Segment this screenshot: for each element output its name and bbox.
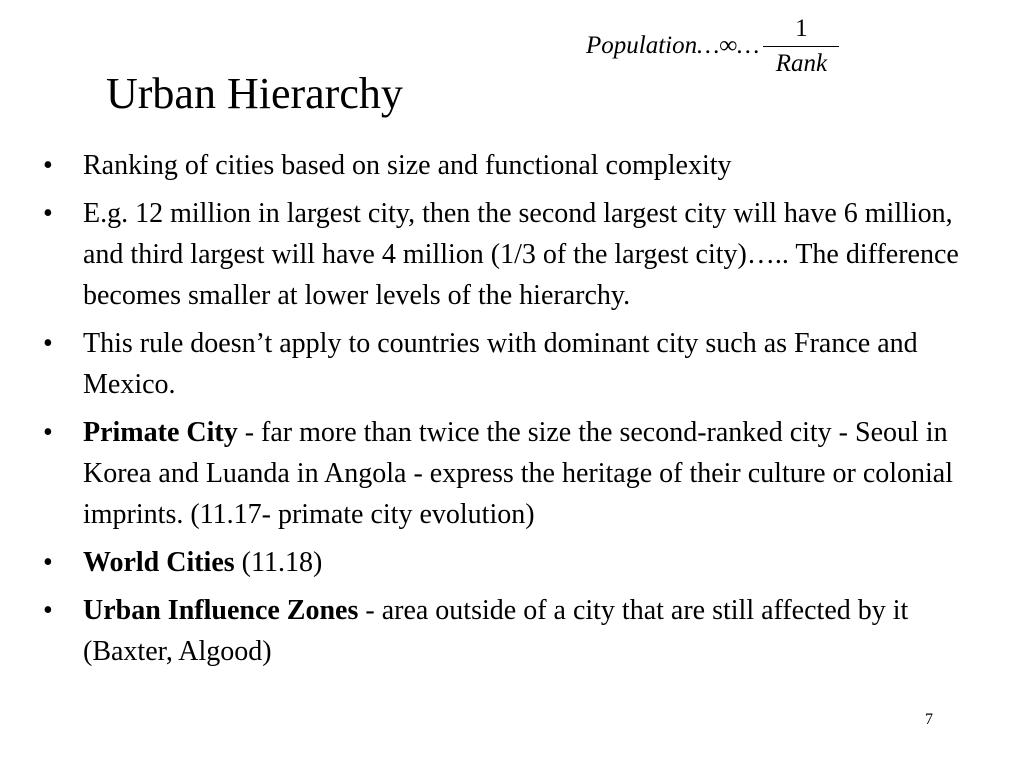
bullet-dot: • <box>43 198 53 229</box>
bullet-text: - far more than twice the size the second-ranked city - Seoul in Korea and Luanda in Angola - express the heritage of their culture or colonial imprints. (11.17- primate city evolution) <box>83 417 954 530</box>
bullet-bold-text: Primate City <box>83 417 238 448</box>
bullet-dot: • <box>43 150 53 181</box>
bullet-text: - area outside of a city that are still affected by it (Baxter, Algood) <box>83 595 909 667</box>
bullet-item <box>40 323 960 405</box>
formula-fraction <box>763 15 839 78</box>
page-number: 7 <box>925 711 933 728</box>
bullet-item <box>40 590 960 672</box>
bullet-item <box>40 193 960 316</box>
bullet-text: Ranking of cities based on size and functional complexity <box>83 150 732 181</box>
formula-denominator: Rank <box>775 49 828 77</box>
bullet-dot: • <box>43 595 53 626</box>
formula-lhs: Population…∞… <box>586 32 760 59</box>
formula-numerator: 1 <box>795 14 808 42</box>
bullet-dot: • <box>43 547 53 578</box>
bullet-text: (11.18) <box>234 547 323 578</box>
bullet-text: This rule doesn’t apply to countries with dominant city such as France and Mexico. <box>83 328 918 400</box>
bullet-list <box>40 145 960 679</box>
slide-title: Urban Hierarchy <box>106 69 403 118</box>
bullet-text: E.g. 12 million in largest city, then the second largest city will have 6 million, and third largest will have 4 million (1/3 of the largest city)….. The difference becomes smaller at lower levels of the hierarchy. <box>83 198 959 311</box>
bullet-item <box>40 542 960 583</box>
bullet-dot: • <box>43 417 53 448</box>
bullet-bold-text: Urban Influence Zones <box>83 595 359 626</box>
bullet-item <box>40 412 960 535</box>
rank-size-formula <box>586 6 839 86</box>
bullet-bold-text: World Cities <box>83 547 235 578</box>
bullet-item <box>40 145 960 186</box>
bullet-dot: • <box>43 328 53 359</box>
